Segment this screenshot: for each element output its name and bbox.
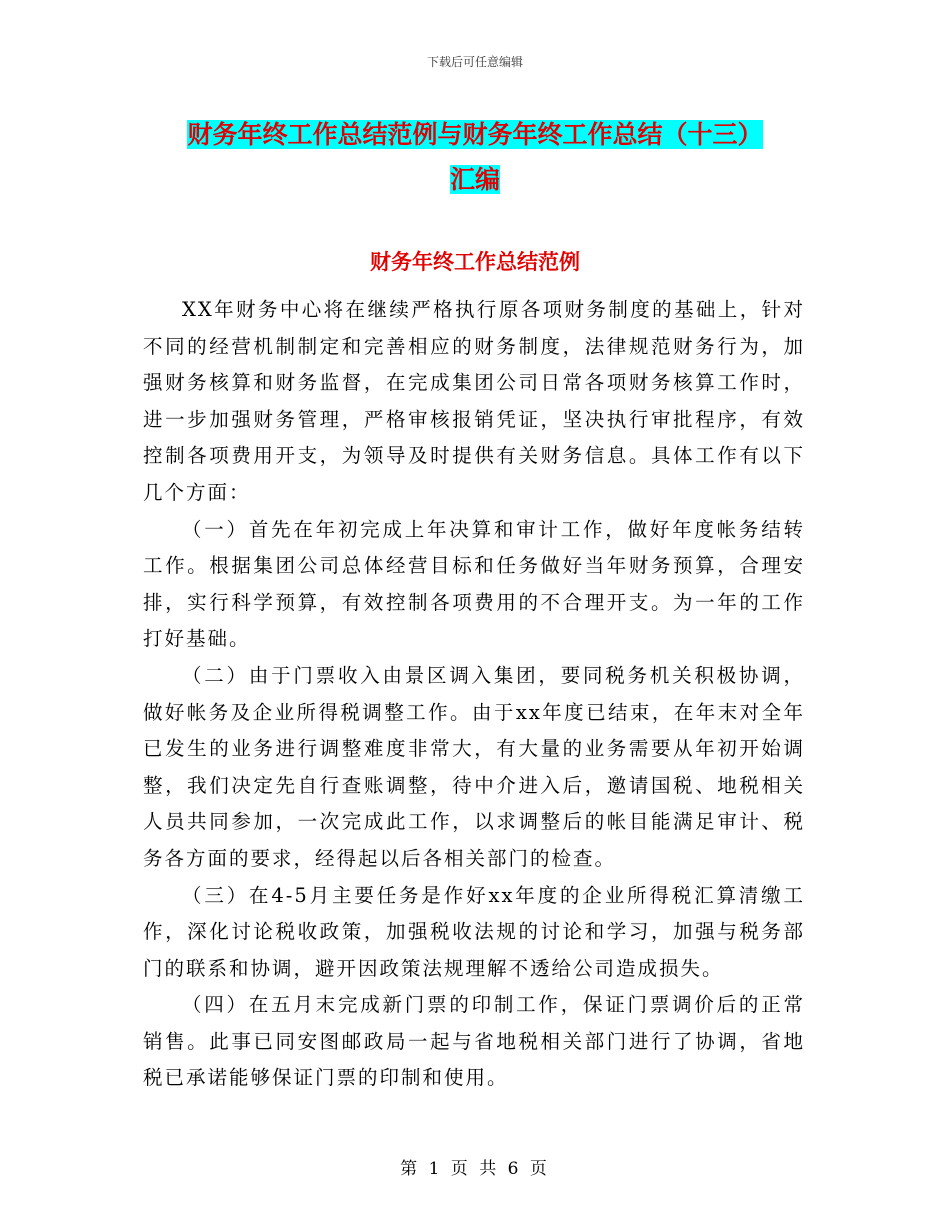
section-title: 财务年终工作总结范例 bbox=[370, 250, 580, 274]
document-title-line1: 财务年终工作总结范例与财务年终工作总结（十三） bbox=[187, 120, 763, 149]
document-title bbox=[120, 112, 830, 202]
page-number: 第 1 页 共 6 页 bbox=[400, 1159, 550, 1179]
document-title-line2: 汇编 bbox=[449, 165, 500, 194]
paragraph-intro: XX年财务中心将在继续严格执行原各项财务制度的基础上，针对不同的经营机制制定和完善相应的财务制度，法律规范财务行为，加强财务核算和财务监督，在完成集团公司日常各项财务核算工作时，进一步加强财务管理，严格审核报销凭证，坚决执行审批程序，有效控制各项费用开支，为领导及时提供有关财务信息。具体工作有以下几个方面： bbox=[143, 298, 805, 504]
paragraph-item-4: （四）在五月末完成新门票的印制工作，保证门票调价后的正常销售。此事已同安图邮政局一起与省地税相关部门进行了协调，省地税已承诺能够保证门票的印制和使用。 bbox=[143, 993, 805, 1090]
header-note: 下载后可任意编辑 bbox=[426, 55, 523, 69]
paragraph-item-3: （三）在4-5月主要任务是作好xx年度的企业所得税汇算清缴工作，深化讨论税收政策，加强税收法规的讨论和学习，加强与税务部门的联系和协调，避开因政策法规理解不透给公司造成损失。 bbox=[143, 883, 805, 980]
paragraph-item-2: （二）由于门票收入由景区调入集团，要同税务机关积极协调，做好帐务及企业所得税调整工作。由于xx年度已结束，在年末对全年已发生的业务进行调整难度非常大，有大量的业务需要从年初开始调整，我们决定先自行查账调整，待中介进入后，邀请国税、地税相关人员共同参加，一次完成此工作，以求调整后的帐目能满足审计、税务各方面的要求，经得起以后各相关部门的检查。 bbox=[143, 663, 805, 870]
document-body bbox=[143, 292, 805, 1097]
paragraph-item-1: （一）首先在年初完成上年决算和审计工作，做好年度帐务结转工作。根据集团公司总体经营目标和任务做好当年财务预算，合理安排，实行科学预算，有效控制各项费用的不合理开支。为一年的工作打好基础。 bbox=[143, 517, 805, 651]
